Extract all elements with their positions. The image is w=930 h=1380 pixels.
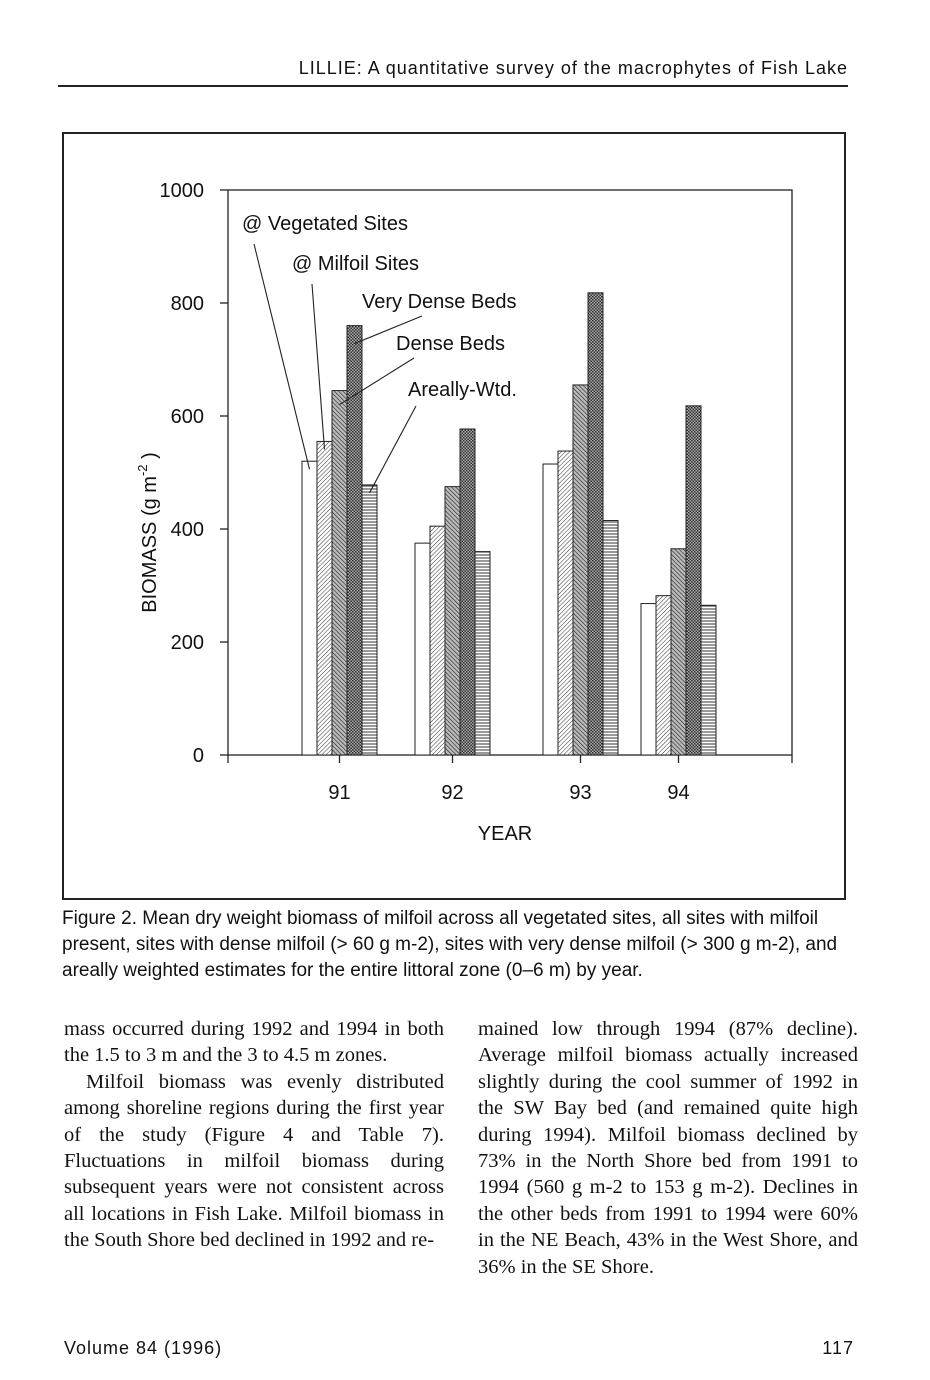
y-axis-label (135, 452, 161, 612)
x-tick-label: 91 (328, 782, 351, 804)
bar-93-series-1 (558, 451, 573, 755)
paragraph: Milfoil biomass was evenly distributed among shoreline regions during the first year of the study (Figure 4 and Table 7). Fluctuations in milfoil biomass during subsequent years were not consistent across all locations in Fish Lake. Milfoil biomass in the South Shore bed declined in 1992 and re- (64, 1070, 444, 1252)
annotation-leader-line (312, 284, 325, 449)
bar-92-series-2 (445, 487, 460, 755)
series-annotation-label: Dense Beds (396, 333, 505, 355)
bar-93-series-4 (603, 521, 618, 755)
bar-94-series-4 (701, 605, 716, 755)
y-tick-label: 1000 (159, 180, 204, 202)
x-tick-label: 93 (569, 782, 592, 804)
bar-93-series-2 (573, 385, 588, 755)
caption-text: Figure 2. Mean dry weight biomass of milfoil across all vegetated sites, all sites with milfoil present, sites with dense milfoil (> 60 g m-2), sites with very dense milfoil (> 300 g m-2), and areally weighted estimates for the entire littoral zone (0–6 m) by year. (62, 908, 838, 981)
bar-92-series-1 (430, 526, 445, 755)
bar-92-series-3 (460, 429, 475, 755)
paragraph: mass occurred during 1992 and 1994 in both the 1.5 to 3 m and the 3 to 4.5 m zones. (64, 1018, 444, 1067)
running-head: LILLIE: A quantitative survey of the macrophytes of Fish Lake (58, 58, 848, 87)
body-right-column (478, 1016, 858, 1280)
figure-frame (62, 132, 846, 900)
body-left-column (64, 1016, 444, 1254)
x-tick-label: 94 (667, 782, 690, 804)
series-annotation-label: Areally-Wtd. (408, 379, 517, 401)
bar-91-series-0 (302, 461, 317, 755)
y-axis-label-exponent: -2 (135, 464, 150, 477)
bar-94-series-2 (671, 549, 686, 755)
bar-91-series-4 (362, 485, 377, 755)
paragraph: mained low through 1994 (87% decline). Average milfoil biomass actually increased slightly during the cool summer of 1992 in the SW Bay bed (and remained quite high during 1994). Milfoil biomass declined by 73% in the North Shore bed from 1991 to 1994 (560 g m-2 to 153 g m-2). Declines in the other beds from 1991 to 1994 were 60% in the NE Beach, 43% in the West Shore, and 36% in the SE Shore. (478, 1018, 858, 1278)
bar-94-series-1 (656, 596, 671, 755)
figure-caption (62, 906, 862, 984)
y-axis-label-main: BIOMASS (g m (139, 476, 161, 613)
series-annotation-label: @ Vegetated Sites (242, 213, 408, 235)
bar-92-series-0 (415, 543, 430, 755)
biomass-bar-chart (64, 134, 848, 902)
bar-94-series-3 (686, 406, 701, 755)
bar-91-series-1 (317, 441, 332, 755)
x-axis-label: YEAR (477, 823, 533, 845)
y-axis-label-close: ) (139, 452, 161, 465)
bar-94-series-0 (641, 604, 656, 755)
x-tick-label: 92 (441, 782, 464, 804)
bar-91-series-3 (347, 326, 362, 755)
series-annotation-label: @ Milfoil Sites (292, 253, 419, 275)
bar-91-series-2 (332, 391, 347, 755)
footer-volume: Volume 84 (1996) (64, 1338, 223, 1358)
bar-93-series-0 (543, 464, 558, 755)
annotation-leader-line (254, 244, 310, 469)
series-annotation-label: Very Dense Beds (362, 291, 517, 313)
bar-group (302, 293, 716, 755)
bar-93-series-3 (588, 293, 603, 755)
y-tick-label: 200 (170, 632, 204, 654)
y-tick-label: 400 (170, 519, 204, 541)
footer-page-number: 117 (822, 1338, 854, 1358)
y-tick-label: 800 (170, 293, 204, 315)
y-tick-label: 600 (170, 406, 204, 428)
y-tick-label: 0 (192, 745, 204, 767)
bar-92-series-4 (475, 552, 490, 755)
legend-annotations (242, 213, 517, 493)
annotation-leader-line (370, 406, 417, 493)
